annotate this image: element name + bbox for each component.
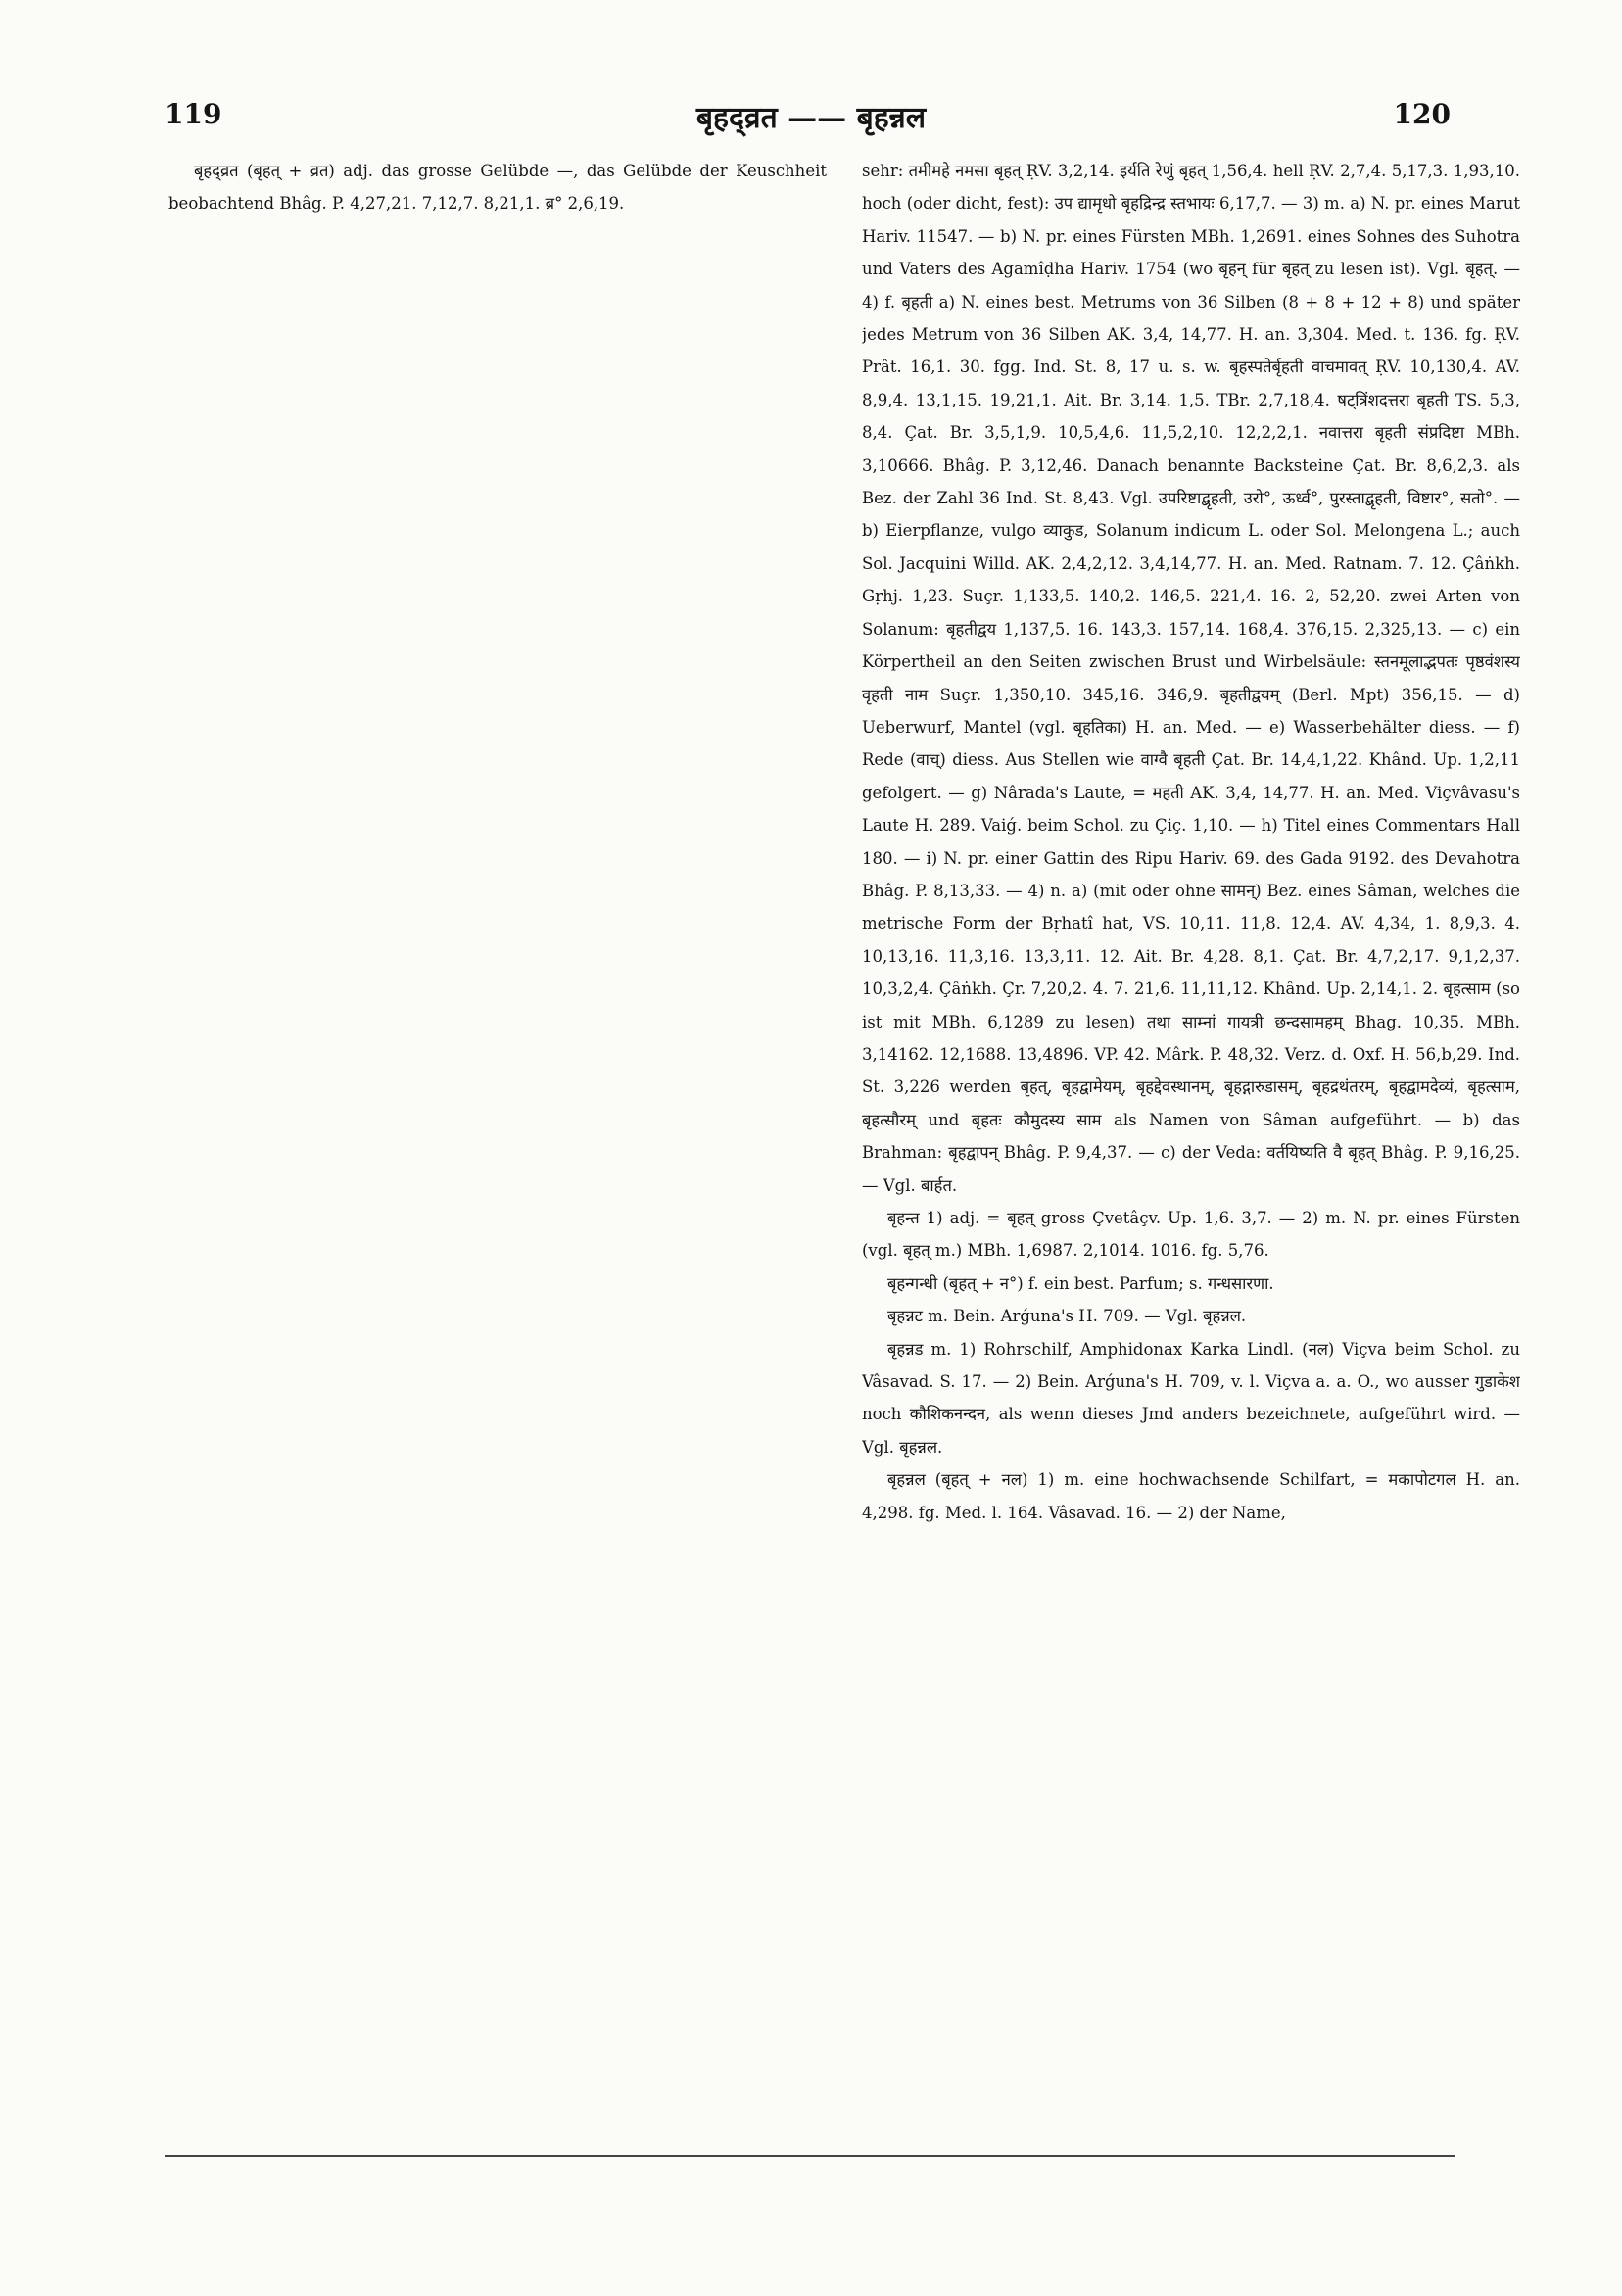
page-number-right: 120 <box>1393 98 1451 130</box>
running-head: बृहद्व्रत —— बृहन्नल <box>695 101 927 135</box>
dictionary-entry: बृहन्नड m. 1) Rohrschilf, Amphidonax Karka Lindl. (नल) Viçva beim Schol. zu Vâsavad. S. 17. — 2) Bein. Arǵuna's H. 709, v. l. Viçva a. a. O., wo ausser गुडाकेश noch कौशिकनन्दन, als wenn dieses Jmd anders bezeichnete, aufgeführt wird. — Vgl. बृहन्नल. <box>862 1339 1520 1457</box>
left-column <box>168 155 827 1957</box>
page-number-left: 119 <box>165 98 222 130</box>
page-header <box>0 90 1622 139</box>
dictionary-entry: बृहद्व्रत (बृहत् + व्रत) adj. das grosse Gelübde —, das Gelübde der Keuschheit beobachtend Bhâg. P. 4,27,21. 7,12,7. 8,21,1. ब्र° 2,6,19. <box>168 162 827 214</box>
right-column <box>862 155 1520 1957</box>
dictionary-entry: बृहन्नल (बृहत् + नल) 1) m. eine hochwachsende Schilfart, = मकापोटगल H. an. 4,298. fg. Med. l. 164. Vâsavad. 16. — 2) der Name, <box>862 1470 1520 1522</box>
footer-rule <box>165 2155 1455 2157</box>
dictionary-entry: बृहन्गन्धी (बृहत् + न°) f. ein best. Parfum; s. गन्धसारणा. <box>887 1273 1274 1293</box>
dictionary-entry: बृहन्त 1) adj. = बृहत् gross Çvetâçv. Up. 1,6. 3,7. — 2) m. N. pr. eines Fürsten (vgl. बृहत् m.) MBh. 1,6987. 2,1014. 1016. fg. 5,76. <box>862 1209 1520 1261</box>
dictionary-entry-continued: sehr: तमीमहे नमसा बृहत् ṚV. 3,2,14. इर्यति रेणुं बृहत् 1,56,4. hell ṚV. 2,7,4. 5,17,3. 1,93,10. hoch (oder dicht, fest): उप द्यामृधो बृहद्रिन्द्र स्तभायः 6,17,7. — 3) m. a) N. pr. eines Marut Hariv. 11547. — b) N. pr. eines Fürsten MBh. 1,2691. eines Sohnes des Suhotra und Vaters des Agamîḍha Hariv. 1754 (wo बृहन् für बृहत् zu lesen ist). Vgl. बृहत्. — 4) f. बृहती a) N. eines best. Metrums von 36 Silben (8 + 8 + 12 + 8) und später jedes Metrum von 36 Silben AK. 3,4, 14,77. H. an. 3,304. Med. t. 136. fg. ṚV. Prât. 16,1. 30. fgg. Ind. St. 8, 17 u. s. w. बृहस्पतेर्बृहती वाचमावत् ṚV. 10,130,4. AV. 8,9,4. 13,1,15. 19,21,1. Ait. Br. 3,14. 1,5. TBr. 2,7,18,4. षट्त्रिंशदत्तरा बृहती TS. 5,3, 8,4. Çat. Br. 3,5,1,9. 10,5,4,6. 11,5,2,10. 12,2,2,1. नवात्तरा बृहती संप्रदिष्टा MBh. 3,10666. Bhâg. P. 3,12,46. Danach benannte Backsteine Çat. Br. 8,6,2,3. als Bez. der Zahl 36 Ind. St. 8,43. Vgl. उपरिष्टाद्बृहती, उरो°, ऊर्ध्व°, पुरस्ताद्बृहती, विष्टार°, सतो°. — b) Eierpflanze, vulgo व्याकुड, Solanum indicum L. oder Sol. Melongena L.; auch Sol. Jacquini Willd. AK. 2,4,2,12. 3,4,14,77. H. an. Med. Ratnam. 7. 12. Çâṅkh. Gṛhj. 1,23. Suçr. 1,133,5. 140,2. 146,5. 221,4. 16. 2, 52,20. zwei Arten von Solanum: बृहतीद्वय 1,137,5. 16. 143,3. 157,14. 168,4. 376,15. 2,325,13. — c) ein Körpertheil an den Seiten zwischen Brust und Wirbelsäule: स्तनमूलाद्भपतः पृष्ठवंशस्य वृहती नाम Suçr. 1,350,10. 345,16. 346,9. बृहतीद्वयम् (Berl. Mpt) 356,15. — d) Ueberwurf, Mantel (vgl. बृहतिका) H. an. Med. — e) Wasserbehälter diess. — f) Rede (वाच्) diess. Aus Stellen wie वाग्वै बृहती Çat. Br. 14,4,1,22. Khând. Up. 1,2,11 gefolgert. — g) Nârada's Laute, = महती AK. 3,4, 14,77. H. an. Med. Viçvâvasu's Laute H. 289. Vaiǵ. beim Schol. zu Çiç. 1,10. — h) Titel eines Commentars Hall 180. — i) N. pr. einer Gattin des Ripu Hariv. 69. des Gada 9192. des Devahotra Bhâg. P. 8,13,33. — 4) n. a) (mit oder ohne सामन्) Bez. eines Sâman, welches die metrische Form der Bṛhatî hat, VS. 10,11. 11,8. 12,4. AV. 4,34, 1. 8,9,3. 4. 10,13,16. 11,3,16. 13,3,11. 12. Ait. Br. 4,28. 8,1. Çat. Br. 4,7,2,17. 9,1,2,37. 10,3,2,4. Çâṅkh. Çr. 7,20,2. 4. 7. 21,6. 11,11,12. Khând. Up. 2,14,1. 2. बृहत्साम (so ist mit MBh. 6,1289 zu lesen) तथा साम्नां गायत्री छन्दसामहम् Bhag. 10,35. MBh. 3,14162. 12,1688. 13,4896. VP. 42. Mârk. P. 48,32. Verz. d. Oxf. H. 56,b,29. Ind. St. 3,226 werden बृहत्, बृहद्वामेयम्, बृहद्देवस्थानम्, बृहद्गारुडासम्, बृहद्रथंतरम्, बृहद्वामदेव्यं, बृहत्साम, बृहत्सौरम् und बृहतः कौमुदस्य साम als Namen von Sâman aufgeführt. — b) das Brahman: बृहद्वापन् Bhâg. P. 9,4,37. — c) der Veda: वर्तयिष्यति वै बृहत् Bhâg. P. 9,16,25. — Vgl. बार्हत. <box>862 162 1520 1195</box>
dictionary-entry: बृहन्नट m. Bein. Arǵuna's H. 709. — Vgl. बृहन्नल. <box>887 1307 1247 1326</box>
